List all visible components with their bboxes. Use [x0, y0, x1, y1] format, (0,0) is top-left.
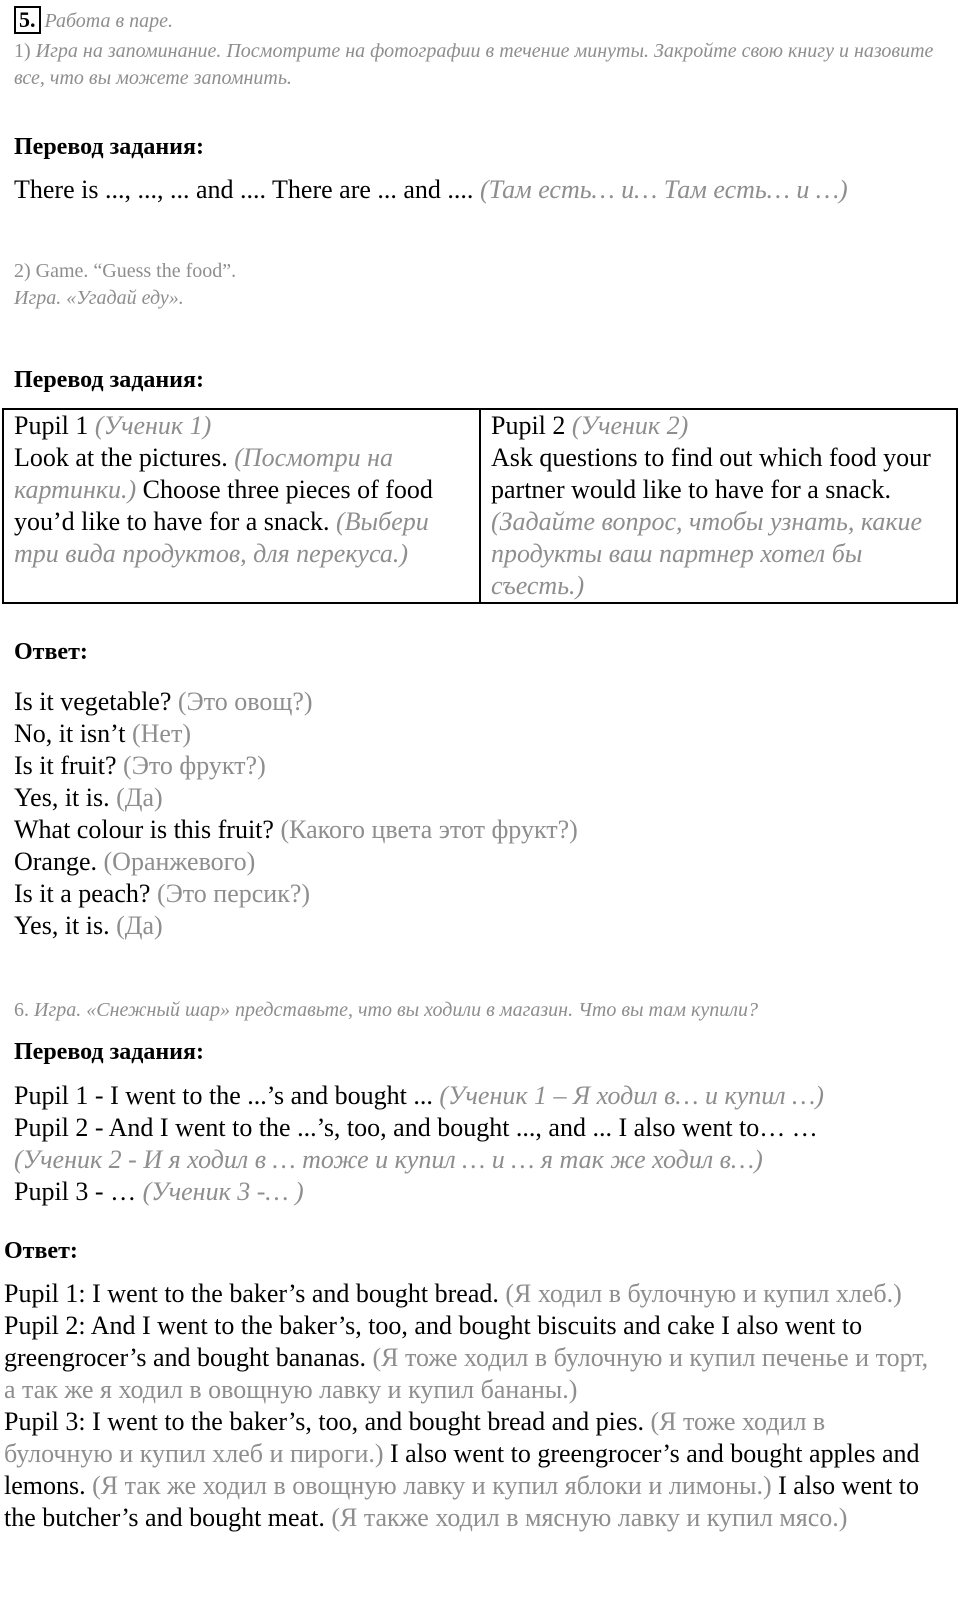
part1-instruction: 1) Игра на запоминание. Посмотрите на фотографии в течение минуты. Закройте свою книгу и назовите все, что вы можете запомнить. [14, 40, 934, 89]
answer-line: Yes, it is. (Да) [14, 783, 163, 812]
ex6-translation: Pupil 1 - I went to the ...’s and bought ... (Ученик 1 – Я ходил в… и купил …) Pupil 2 - And I went to the ...’s, too, and bought ..., and ... I also went to… … (Ученик 2 - И я ходил в … тоже и купил … и … я так же ходил в…) Pupil 3 - … (Ученик 3 -… ) [14, 1081, 824, 1206]
translation-heading-3: Перевод задания: [14, 1039, 204, 1065]
answer-list-2: Pupil 1: I went to the baker’s and bought bread. (Я ходил в булочную и купил хлеб.) Pupil 2: And I went to the baker’s, too, and bought biscuits and cake I also went to greengrocer’s and bought bananas. (Я тоже ходил в булочную и купил печенье и торт, а так же я ходил в овощную лавку и купил бананы.) Pupil 3: I went to the baker’s, too, and bought bread and pies. (Я тоже ходил в булочную и купил хлеб и пироги.) I also went to greengrocer’s and bought apples and lemons. (Я так же ходил в овощную лавку и купил яблоки и лимоны.) I also went to the butcher’s and bought meat. (Я также ходил в мясную лавку и купил мясо.) [4, 1279, 929, 1532]
part2-title: 2) Game. “Guess the food”. Игра. «Угадай еду». [14, 260, 237, 309]
answer-line: Is it a peach? (Это персик?) [14, 879, 311, 908]
answer-line: What colour is this fruit? (Какого цвета этот фрукт?) [14, 815, 578, 844]
translation-heading-1: Перевод задания: [14, 134, 204, 160]
answer-line: Is it fruit? (Это фрукт?) [14, 751, 266, 780]
exercise-5-header [14, 6, 946, 35]
pupil2-cell: Pupil 2 (Ученик 2) Ask questions to find out which food your partner would like to have for a snack. (Задайте вопрос, чтобы узнать, какие продукты ваш партнер хотел бы съесть.) [480, 409, 957, 603]
answer-heading-2: Ответ: [4, 1238, 78, 1264]
pupil1-cell: Pupil 1 (Ученик 1) Look at the pictures. (Посмотри на картинки.) Choose three pieces of food you’d like to have for a snack. (Выбери три вида продуктов, для перекуса.) [3, 409, 480, 603]
exercise-6-instruction: 6. Игра. «Снежный шар» представьте, что вы ходили в магазин. Что вы там купили? [14, 999, 758, 1021]
part1-translation: There is ..., ..., ... and .... There are ... and .... (Там есть… и… Там есть… и …) [14, 175, 848, 204]
exercise-number: 5. [14, 6, 41, 34]
answer-line: Orange. (Оранжевого) [14, 847, 256, 876]
exercise-title: Работа в паре. [44, 10, 173, 32]
answer-line: Yes, it is. (Да) [14, 911, 163, 940]
answer-heading-1: Ответ: [14, 639, 88, 665]
pupil-task-table [2, 408, 958, 604]
answer-line: Is it vegetable? (Это овощ?) [14, 687, 313, 716]
answer-line: No, it isn’t (Нет) [14, 719, 191, 748]
translation-heading-2: Перевод задания: [14, 367, 204, 393]
answer-list-1 [14, 686, 946, 942]
